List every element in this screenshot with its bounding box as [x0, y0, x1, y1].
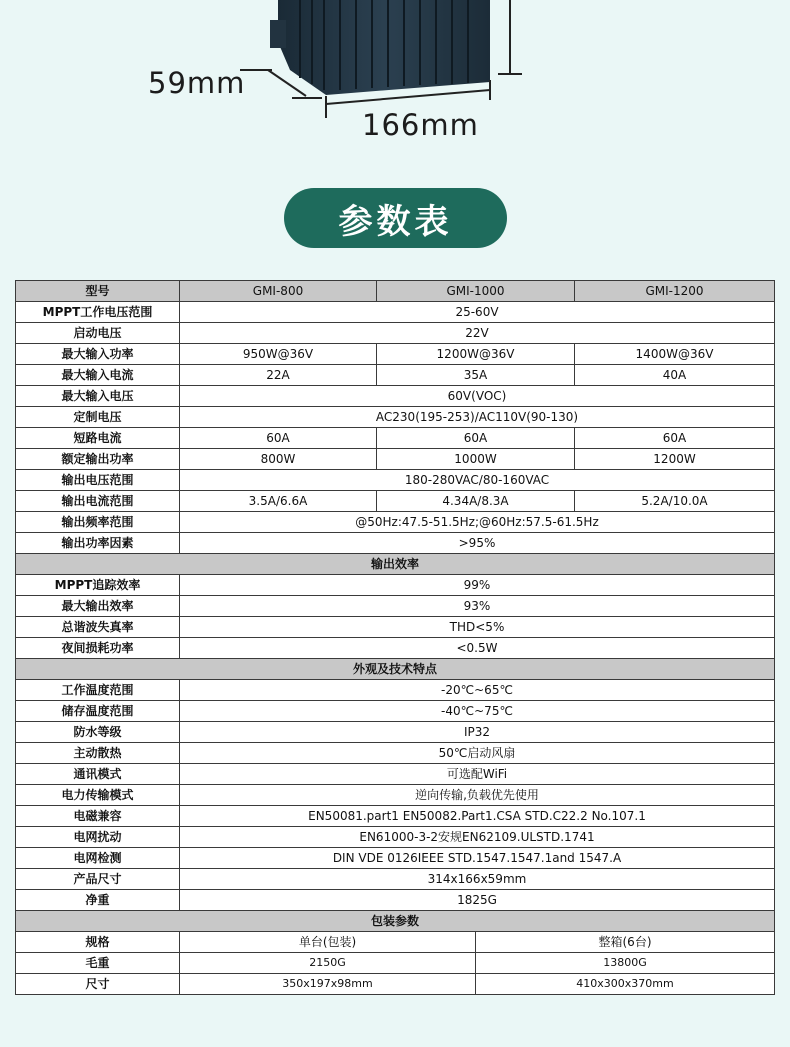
table-row: [16, 596, 775, 617]
header-gmi-1200: GMI-1200: [575, 281, 775, 302]
row-value: @50Hz:47.5-51.5Hz;@60Hz:57.5-61.5Hz: [180, 512, 775, 533]
row-label: 输出频率范围: [16, 512, 180, 533]
table-row: [16, 575, 775, 596]
row-label: 主动散热: [16, 743, 180, 764]
row-label: 最大输入电流: [16, 365, 180, 386]
row-label: 额定输出功率: [16, 449, 180, 470]
row-value: THD<5%: [180, 617, 775, 638]
row-value: >95%: [180, 533, 775, 554]
section-efficiency: [16, 554, 775, 575]
section-packaging: [16, 911, 775, 932]
row-label: 防水等级: [16, 722, 180, 743]
page-title: 参数表: [284, 188, 507, 248]
row-label: MPPT追踪效率: [16, 575, 180, 596]
table-row: [16, 428, 775, 449]
width-dimension-label: 166mm: [362, 108, 479, 142]
row-label: 短路电流: [16, 428, 180, 449]
table-row: [16, 449, 775, 470]
value-single-unit: 350x197x98mm: [180, 974, 476, 995]
row-value: DIN VDE 0126IEEE STD.1547.1547.1and 1547.A: [180, 848, 775, 869]
table-row: [16, 869, 775, 890]
row-label: 规格: [16, 932, 180, 953]
value-single-unit: 单台(包装): [180, 932, 476, 953]
header-gmi-800: GMI-800: [180, 281, 377, 302]
table-row: [16, 680, 775, 701]
value-gmi-1000: 35A: [377, 365, 575, 386]
row-label: 电网检测: [16, 848, 180, 869]
value-gmi-1200: 40A: [575, 365, 775, 386]
table-row: [16, 638, 775, 659]
row-label: 储存温度范围: [16, 701, 180, 722]
table-row: [16, 806, 775, 827]
spec-table: [15, 280, 775, 995]
value-gmi-1200: 1400W@36V: [575, 344, 775, 365]
section-efficiency-title: 输出效率: [16, 554, 775, 575]
table-row: [16, 743, 775, 764]
device-illustration: [0, 0, 790, 150]
row-label: 电磁兼容: [16, 806, 180, 827]
row-label: 最大输入功率: [16, 344, 180, 365]
value-gmi-800: 22A: [180, 365, 377, 386]
value-gmi-1000: 1200W@36V: [377, 344, 575, 365]
row-label: 电力传输模式: [16, 785, 180, 806]
table-row: [16, 764, 775, 785]
row-label: 最大输出效率: [16, 596, 180, 617]
table-row: [16, 470, 775, 491]
row-value: 50℃启动风扇: [180, 743, 775, 764]
row-label: 工作温度范围: [16, 680, 180, 701]
table-row: [16, 785, 775, 806]
value-full-carton: 整箱(6台): [476, 932, 775, 953]
table-row: [16, 512, 775, 533]
row-value: 22V: [180, 323, 775, 344]
table-row: [16, 386, 775, 407]
table-row: [16, 533, 775, 554]
table-row: [16, 617, 775, 638]
table-row: [16, 932, 775, 953]
table-row: [16, 722, 775, 743]
row-value: <0.5W: [180, 638, 775, 659]
section-features-title: 外观及技术特点: [16, 659, 775, 680]
header-model: 型号: [16, 281, 180, 302]
value-gmi-1000: 1000W: [377, 449, 575, 470]
table-row: [16, 848, 775, 869]
row-label: 启动电压: [16, 323, 180, 344]
row-label: 尺寸: [16, 974, 180, 995]
row-label: 通讯模式: [16, 764, 180, 785]
table-row: [16, 365, 775, 386]
header-gmi-1000: GMI-1000: [377, 281, 575, 302]
table-row: [16, 344, 775, 365]
row-value: -40℃~75℃: [180, 701, 775, 722]
table-row: [16, 407, 775, 428]
row-value: 25-60V: [180, 302, 775, 323]
value-full-carton: 13800G: [476, 953, 775, 974]
row-value: 314x166x59mm: [180, 869, 775, 890]
row-value: 可选配WiFi: [180, 764, 775, 785]
row-label: MPPT工作电压范围: [16, 302, 180, 323]
table-row: [16, 323, 775, 344]
spec-table-body: [16, 281, 775, 995]
row-label: 定制电压: [16, 407, 180, 428]
row-label: 输出功率因素: [16, 533, 180, 554]
row-label: 输出电压范围: [16, 470, 180, 491]
row-value: 180-280VAC/80-160VAC: [180, 470, 775, 491]
row-label: 夜间损耗功率: [16, 638, 180, 659]
section-features: [16, 659, 775, 680]
value-gmi-1000: 60A: [377, 428, 575, 449]
row-value: EN50081.part1 EN50082.Part1.CSA STD.C22.2 No.107.1: [180, 806, 775, 827]
table-row: [16, 890, 775, 911]
table-header-row: [16, 281, 775, 302]
value-gmi-800: 950W@36V: [180, 344, 377, 365]
row-value: 逆向传输,负载优先使用: [180, 785, 775, 806]
value-gmi-1200: 60A: [575, 428, 775, 449]
value-gmi-1200: 5.2A/10.0A: [575, 491, 775, 512]
row-label: 输出电流范围: [16, 491, 180, 512]
row-value: IP32: [180, 722, 775, 743]
row-label: 最大输入电压: [16, 386, 180, 407]
table-row: [16, 827, 775, 848]
row-value: AC230(195-253)/AC110V(90-130): [180, 407, 775, 428]
value-gmi-800: 800W: [180, 449, 377, 470]
value-gmi-800: 60A: [180, 428, 377, 449]
value-single-unit: 2150G: [180, 953, 476, 974]
value-full-carton: 410x300x370mm: [476, 974, 775, 995]
table-row: [16, 953, 775, 974]
row-label: 产品尺寸: [16, 869, 180, 890]
row-value: 93%: [180, 596, 775, 617]
row-value: EN61000-3-2安规EN62109.ULSTD.1741: [180, 827, 775, 848]
table-row: [16, 302, 775, 323]
row-value: -20℃~65℃: [180, 680, 775, 701]
table-row: [16, 974, 775, 995]
table-row: [16, 491, 775, 512]
row-value: 99%: [180, 575, 775, 596]
table-row: [16, 701, 775, 722]
depth-dimension-label: 59mm: [148, 66, 246, 100]
value-gmi-1200: 1200W: [575, 449, 775, 470]
row-label: 总谐波失真率: [16, 617, 180, 638]
value-gmi-800: 3.5A/6.6A: [180, 491, 377, 512]
row-label: 净重: [16, 890, 180, 911]
row-value: 60V(VOC): [180, 386, 775, 407]
value-gmi-1000: 4.34A/8.3A: [377, 491, 575, 512]
row-label: 毛重: [16, 953, 180, 974]
row-value: 1825G: [180, 890, 775, 911]
row-label: 电网扰动: [16, 827, 180, 848]
section-packaging-title: 包装参数: [16, 911, 775, 932]
